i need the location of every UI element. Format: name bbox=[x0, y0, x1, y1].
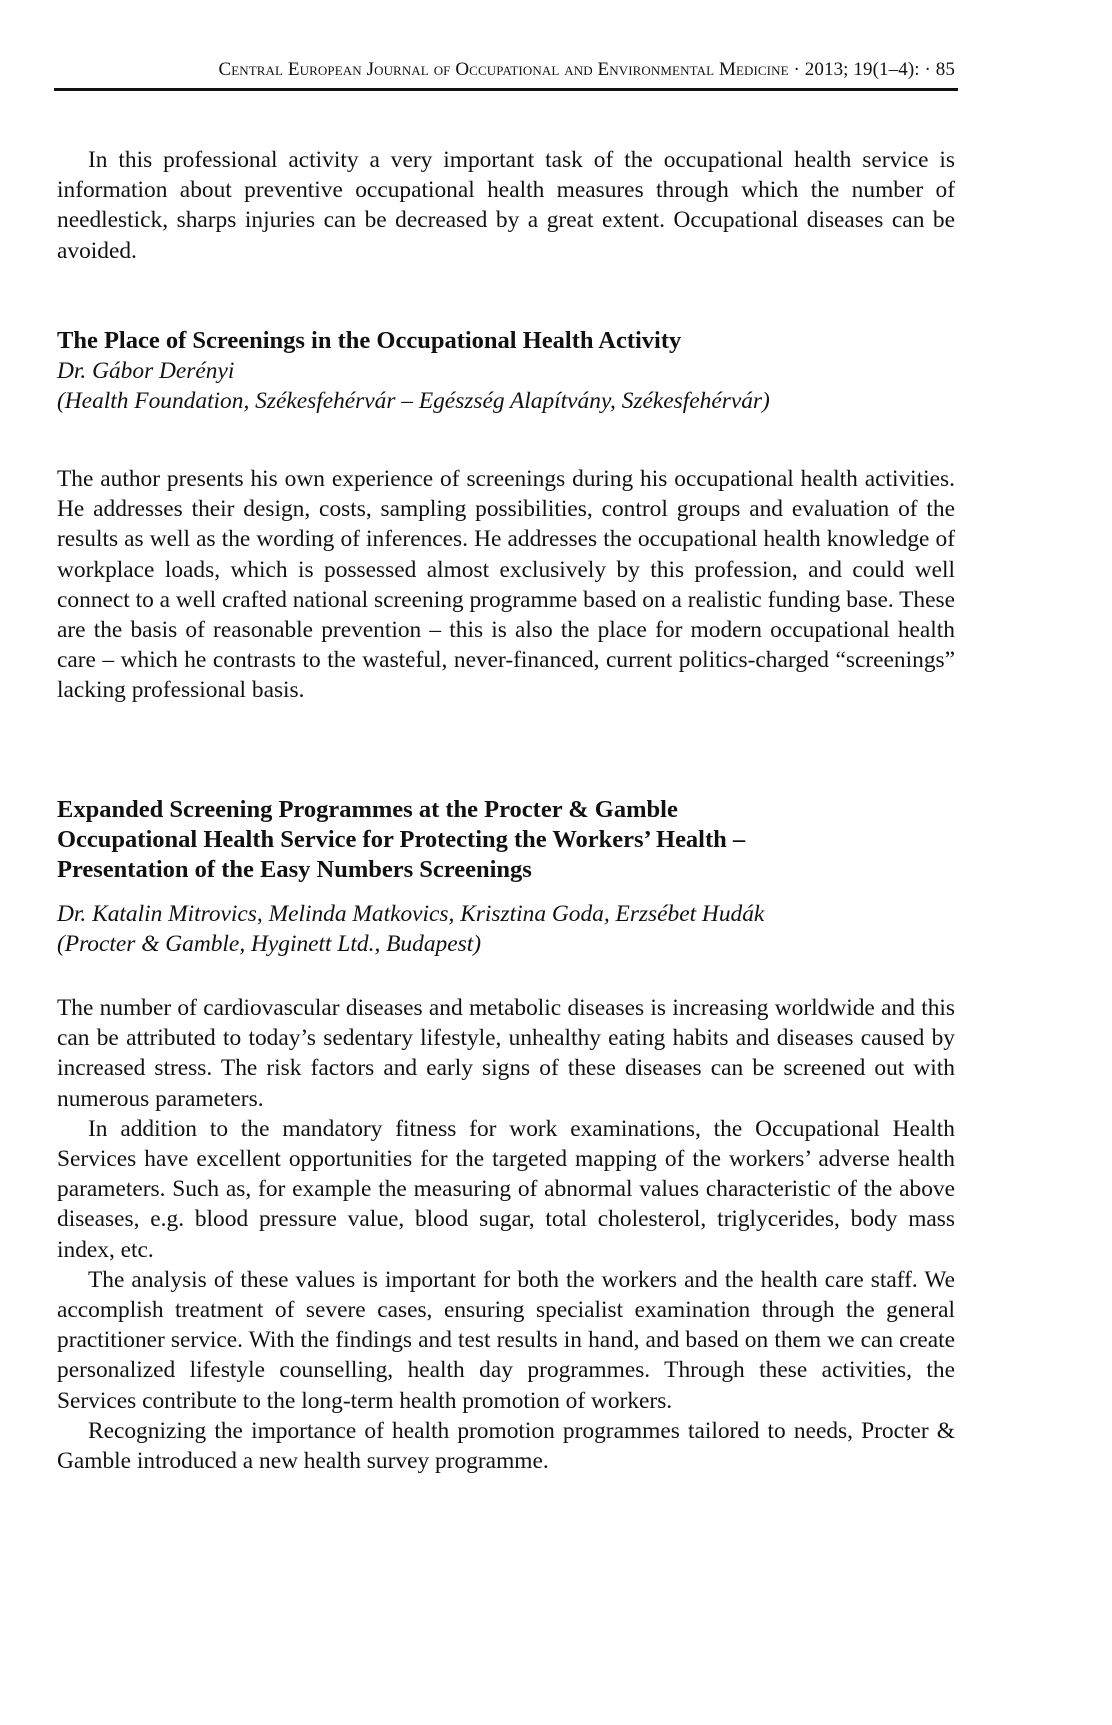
article-2-affiliation: (Procter & Gamble, Hyginett Ltd., Budapest) bbox=[57, 931, 481, 957]
article-1-authors: Dr. Gábor Derényi bbox=[57, 358, 235, 384]
article-1-body bbox=[57, 464, 955, 706]
article-2-title-line-1: Expanded Screening Programmes at the Procter & Gamble bbox=[57, 796, 678, 823]
header-separator: · bbox=[788, 59, 805, 80]
intro-paragraph: In this professional activity a very important task of the occupational health service is information about preventive occupational health measures through which the number of needlestick, sharps injuries can be decreased by a great extent. Occupational diseases can be avoided. bbox=[57, 147, 955, 264]
intro-section bbox=[57, 145, 955, 266]
article-2-paragraph-3: The analysis of these values is important for both the workers and the health care staff. We accomplish treatment of severe cases, ensuring specialist examination through the general practitioner service. With the findings and test results in hand, and based on them we can create personalized lifestyle counselling, health day programmes. Through these activities, the Services contribute to the long-term health promotion of workers. bbox=[57, 1266, 955, 1414]
article-2-paragraph-1: The number of cardiovascular diseases and metabolic diseases is increasing worldwide and this can be attributed to today’s sedentary lifestyle, unhealthy eating habits and diseases caused by increased stress. The risk factors and early signs of these diseases can be screened out with numerous parameters. bbox=[57, 995, 955, 1112]
article-1-paragraph-1: The author presents his own experience of screenings during his occupational health activities. He addresses their design, costs, sampling possibilities, control groups and evaluation of the results as well as the wording of inferences. He addresses the occupational health knowledge of workplace loads, which is possessed almost exclusively by this profession, and could well connect to a well crafted national screening programme based on a realistic funding base. These are the basis of reasonable prevention – this is also the place for modern occupational health care – which he contrasts to the wasteful, never-financed, current politics-charged “screenings” lacking professional basis. bbox=[57, 466, 955, 704]
article-2-title-line-3: Presentation of the Easy Numbers Screenings bbox=[57, 856, 532, 883]
article-2-title-line-2: Occupational Health Service for Protecting the Workers’ Health – bbox=[57, 826, 746, 853]
article-2-authors: Dr. Katalin Mitrovics, Melinda Matkovics, Krisztina Goda, Erzsébet Hudák bbox=[57, 901, 765, 927]
article-1-affiliation: (Health Foundation, Székesfehérvár – Egészség Alapítvány, Székesfehérvár) bbox=[57, 388, 770, 414]
article-2-paragraph-2: In addition to the mandatory fitness for work examinations, the Occupational Health Services have excellent opportunities for the targeted mapping of the workers’ adverse health parameters. Such as, for example the measuring of abnormal values characteristic of the above diseases, e.g. blood pressure value, blood sugar, total cholesterol, triglycerides, body mass index, etc. bbox=[57, 1115, 955, 1263]
article-1 bbox=[57, 326, 955, 416]
article-2-paragraph-4: Recognizing the importance of health promotion programmes tailored to needs, Procter & Gamble introduced a new health survey programme. bbox=[57, 1417, 955, 1475]
header-rule bbox=[54, 88, 958, 91]
citation: 2013; 19(1–4): bbox=[804, 59, 920, 80]
journal-title: Central European Journal of Occupational and Environmental Medicine bbox=[218, 59, 789, 80]
article-1-title: The Place of Screenings in the Occupational Health Activity bbox=[57, 327, 682, 354]
page-number: 85 bbox=[935, 59, 955, 80]
article-2-title bbox=[57, 795, 955, 885]
article-2-body bbox=[57, 993, 955, 1476]
article-2 bbox=[57, 795, 955, 959]
header-separator-2: · bbox=[919, 59, 936, 80]
running-header bbox=[57, 58, 955, 82]
